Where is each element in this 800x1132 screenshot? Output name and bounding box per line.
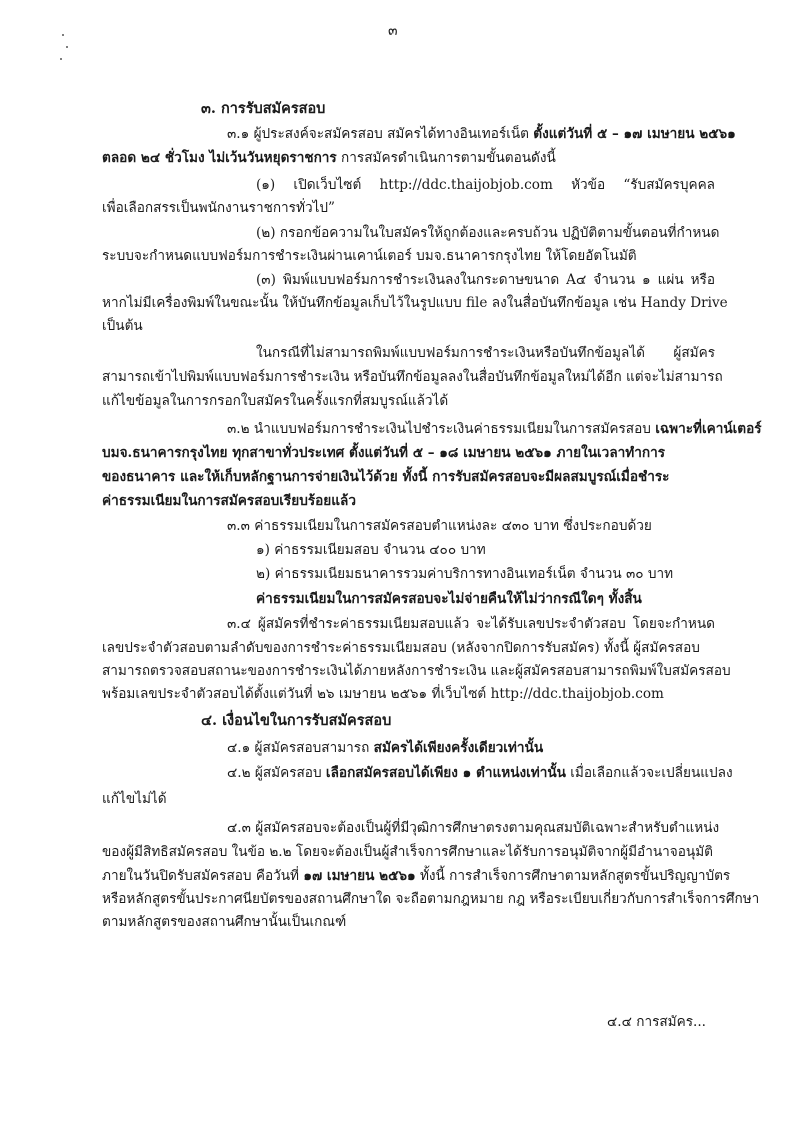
step-3-line-2: หากไม่มีเครื่องพิมพ์ในขณะนั้น ให้บันทึกข้อมูลเก็บไว้ในรูปแบบ file ลงในสื่อบันทึกข้อมูล เช่น Handy Drive (102, 295, 728, 311)
note-line-1: ในกรณีที่ไม่สามารถพิมพ์แบบฟอร์มการชำระเงินหรือบันทึกข้อมูลได้ ผู้สมัคร (256, 345, 715, 361)
para-4-2-line-2: แก้ไขไม่ได้ (102, 791, 167, 807)
scan-speck (66, 46, 68, 48)
fee-item-1: ๑) ค่าธรรมเนียมสอบ จำนวน ๔๐๐ บาท (256, 542, 486, 558)
step-2-line-2: ระบบจะกำหนดแบบฟอร์มการชำระเงินผ่านเคาน์เตอร์ บมจ.ธนาคารกรุงไทย ให้โดยอัตโนมัติ (102, 248, 637, 264)
fee-item-2: ๒) ค่าธรรมเนียมธนาคารรวมค่าบริการทางอินเทอร์เน็ต จำนวน ๓๐ บาท (256, 566, 674, 582)
para-3-4-line-2: เลขประจำตัวสอบตามลำดับของการชำระค่าธรรมเนียมสอบ (หลังจากปิดการรับสมัคร) ทั้งนี้ ผู้สมัครสอบ (102, 640, 700, 656)
para-3-2-line-1: ๓.๒ นำแบบฟอร์มการชำระเงินไปชำระเงินค่าธรรมเนียมในการสมัครสอบ เฉพาะที่เคาน์เตอร์ (227, 421, 762, 437)
para-3-4-line-1: ๓.๔ ผู้สมัครที่ชำระค่าธรรมเนียมสอบแล้ว จะได้รับเลขประจำตัวสอบ โดยจะกำหนด (227, 616, 715, 632)
para-4-3-line-5: ตามหลักสูตรของสถานศึกษานั้นเป็นเกณฑ์ (102, 914, 347, 930)
para-4-2-line-1: ๔.๒ ผู้สมัครสอบ เลือกสมัครสอบได้เพียง ๑ ตำแหน่งเท่านั้น เมื่อเลือกแล้วจะเปลี่ยนแปลง (227, 765, 733, 781)
step-1-line-2: เพื่อเลือกสรรเป็นพนักงานราชการทั่วไป” (102, 200, 335, 216)
para-3-1-line-2: ตลอด ๒๔ ชั่วโมง ไม่เว้นวันหยุดราชการ การสมัครดำเนินการตามขั้นตอนดังนี้ (102, 150, 556, 166)
continuation-marker: ๔.๔ การสมัคร... (607, 1014, 706, 1030)
step-3-line-1: (๓) พิมพ์แบบฟอร์มการชำระเงินลงในกระดาษขนาด A๔ จำนวน ๑ แผ่น หรือ (256, 272, 715, 288)
para-4-3-line-1: ๔.๓ ผู้สมัครสอบจะต้องเป็นผู้ที่มีวุฒิการศึกษาตรงตามคุณสมบัติเฉพาะสำหรับตำแหน่ง (227, 820, 720, 836)
para-3-2-line-3: ของธนาคาร และให้เก็บหลักฐานการจ่ายเงินไว้ด้วย ทั้งนี้ การรับสมัครสอบจะมีผลสมบูรณ์เมื่อชำระ (102, 469, 670, 485)
para-4-3-line-3: ภายในวันปิดรับสมัครสอบ คือวันที่ ๑๗ เมษายน ๒๕๖๑ ทั้งนี้ การสำเร็จการศึกษาตามหลักสูตรขั้นปริญญาบัตร (102, 868, 731, 884)
note-line-2: สามารถเข้าไปพิมพ์แบบฟอร์มการชำระเงิน หรือบันทึกข้อมูลลงในสื่อบันทึกข้อมูลใหม่ได้อีก แต่จะไม่สามารถ (102, 369, 723, 385)
para-3-1-line-1: ๓.๑ ผู้ประสงค์จะสมัครสอบ สมัครได้ทางอินเทอร์เน็ต ตั้งแต่วันที่ ๕ – ๑๗ เมษายน ๒๕๖๑ (227, 126, 736, 142)
note-line-3: แก้ไขข้อมูลในการกรอกใบสมัครในครั้งแรกที่สมบูรณ์แล้วได้ (102, 393, 449, 409)
scan-speck (60, 58, 62, 60)
para-3-4-line-4: พร้อมเลขประจำตัวสอบได้ตั้งแต่วันที่ ๒๖ เมษายน ๒๕๖๑ ที่เว็บไซต์ http://ddc.thaijobjob.com (102, 686, 664, 702)
para-3-3-line-1: ๓.๓ ค่าธรรมเนียมในการสมัครสอบตำแหน่งละ ๔๓๐ บาท ซึ่งประกอบด้วย (227, 518, 652, 534)
section-3-heading: ๓. การรับสมัครสอบ (201, 100, 326, 117)
step-3-line-3: เป็นต้น (102, 318, 143, 334)
para-3-4-line-3: สามารถตรวจสอบสถานะของการชำระเงินได้ภายหลังการชำระเงิน และผู้สมัครสอบสามารถพิมพ์ใบสมัครสอบ (102, 663, 731, 679)
para-3-2-line-4: ค่าธรรมเนียมในการสมัครสอบเรียบร้อยแล้ว (102, 493, 356, 509)
step-2-line-1: (๒) กรอกข้อความในใบสมัครให้ถูกต้องและครบถ้วน ปฏิบัติตามขั้นตอนที่กำหนด (256, 225, 720, 241)
scan-speck (62, 34, 64, 36)
non-refund-notice: ค่าธรรมเนียมในการสมัครสอบจะไม่จ่ายคืนให้ไม่ว่ากรณีใดๆ ทั้งสิ้น (256, 591, 642, 607)
page-number: ๓ (388, 23, 398, 39)
para-4-3-line-2: ของผู้มีสิทธิสมัครสอบ ในข้อ ๒.๒ โดยจะต้องเป็นผู้สำเร็จการศึกษาและได้รับการอนุมัติจากผู้มีอำนาจอนุมัติ (102, 844, 713, 860)
para-3-2-line-2: บมจ.ธนาคารกรุงไทย ทุกสาขาทั่วประเทศ ตั้งแต่วันที่ ๕ – ๑๘ เมษายน ๒๕๖๑ ภายในเวลาทำการ (102, 445, 666, 461)
step-1-line-1: (๑) เปิดเว็บไซต์ http://ddc.thaijobjob.com หัวข้อ “รับสมัครบุคคล (256, 177, 715, 193)
para-4-3-line-4: หรือหลักสูตรขั้นประกาศนียบัตรของสถานศึกษาใด จะถือตามกฎหมาย กฎ หรือระเบียบเกี่ยวกับการสำเร็จการศึกษา (102, 891, 760, 907)
para-4-1: ๔.๑ ผู้สมัครสอบสามารถ สมัครได้เพียงครั้งเดียวเท่านั้น (227, 740, 544, 756)
section-4-heading: ๔. เงื่อนไขในการรับสมัครสอบ (201, 712, 392, 729)
